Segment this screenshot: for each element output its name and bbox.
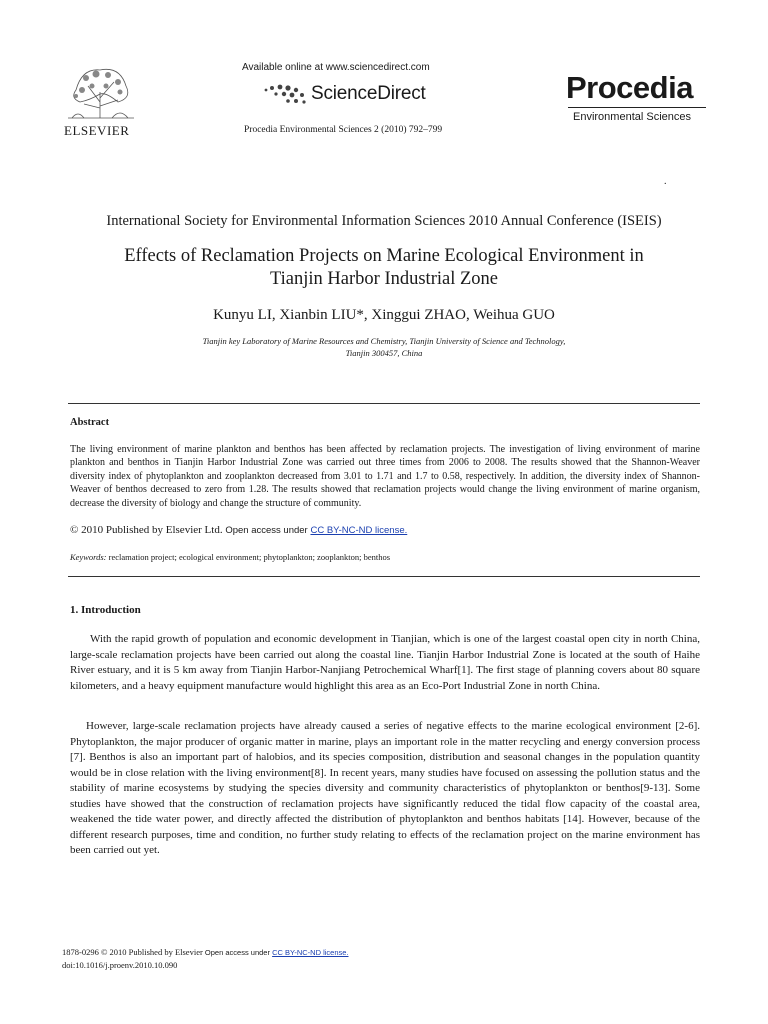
copyright-line [70,524,407,536]
abstract-top-rule [68,403,700,404]
footer [62,946,349,971]
footer-doi: doi:10.1016/j.proenv.2010.10.090 [62,960,178,970]
publisher-name: ELSEVIER [64,123,130,138]
affiliation [130,335,638,359]
abstract-bottom-rule [68,576,700,577]
sciencedirect-dots-icon [260,82,310,108]
abstract-text: The living environment of marine plankton and benthos has been affected by reclamation projects. The investigation of living environment of marine plankton and benthos in Tianjin Harbor Industrial Zone was carried out three times from 2006 to 2008. The results showed that the Shannon-Weaver diversity index of phytoplankton and zooplankton decreased from 3.01 to 1.71 and 1.7 to 0.58, respectively. In addition, the diversity index of Shannon-Weaver of benthos decreased to zero from 1.28. The results showed that reclamation projects would change the living environment of marine organism, decrease the diversity of biology and change the structure of community. [70,444,700,509]
section-heading-introduction: 1. Introduction [70,604,141,616]
affiliation-line-2: Tianjin 300457, China [345,348,423,358]
keywords-text: reclamation project; ecological environment; phytoplankton; zooplankton; benthos [108,552,391,562]
intro-paragraph-1: With the rapid growth of population and economic development in Tianjian, which is one of the largest coastal open city in north China, large-scale reclamation projects have been carried out along the coastal line. Tianjin Harbor Industrial Zone is located at the south of Haihe River estuary, and it is 5 km away from Tianjin Harbor-Nanjiang Petrochemical Wharf[1]. The first stage of planning covers about 80 square kilometers, and a heavy equipment manufacture would highlight this area as an Eco-Port Industrial Zone in north China. [70,633,700,692]
license-link[interactable]: CC BY-NC-ND license. [310,525,408,536]
procedia-subtitle: Environmental Sciences [573,111,692,123]
conference-name: International Society for Environmental Information Sciences 2010 Annual Conference (ISEIS) [106,213,662,229]
affiliation-line-1: Tianjin key Laboratory of Marine Resources and Chemistry, Tianjin University of Science and Technology, [202,336,566,346]
paper-title [60,245,708,291]
footer-issn-line [62,946,349,959]
footer-open-access: Open access under [204,948,270,957]
keywords-label: Keywords: [70,552,107,562]
intro-paragraph-2: However, large-scale reclamation projects have already caused a series of negative effects to the marine ecological environment [2-6]. Phytoplankton, the major producer of organic matter in marine, plays an important role in the matter recycling and energy conversion process [7]. Benthos is also an important part of halobios, and its species composition, distribution and seasonal changes in the population quantity would be in close relation with the living environment[8]. In recent years, many studies have focused on assessing the pollution status and the stability of marine ecosystems by studying the species diversity and community characteristics of phytoplankton or benthos[9-13]. Some studies have showed that the construction of reclamation projects have significantly reduced the tidal flow capacity of the coastal area, weakened the tide water power, and directly affected the distribution of phytoplankton and benthos habitats [14]. However, because of the different research purposes, time and condition, no further study relating to effects of the reclamation project on the marine environment has been carried out yet. [70,720,700,856]
footer-license-link[interactable]: CC BY-NC-ND license. [272,948,349,957]
procedia-divider [568,107,706,108]
open-access-text: Open access under [225,525,308,536]
keywords-line [70,552,390,562]
stray-dot: . [664,176,667,187]
sciencedirect-wordmark: ScienceDirect [311,83,426,104]
copyright-text: © 2010 Published by Elsevier Ltd. [70,524,223,536]
abstract-heading: Abstract [70,417,110,428]
authors: Kunyu LI, Xianbin LIU*, Xinggui ZHAO, Weihua GUO [213,307,555,323]
available-online-text: Available online at www.sciencedirect.com [242,62,430,73]
paper-title-line-2: Tianjin Harbor Industrial Zone [270,269,498,289]
procedia-title: Procedia [566,70,693,105]
paper-title-line-1: Effects of Reclamation Projects on Marine Ecological Environment in [124,246,644,266]
journal-citation: Procedia Environmental Sciences 2 (2010) 792–799 [244,125,443,135]
footer-issn: 1878-0296 © 2010 Published by Elsevier [62,947,203,957]
